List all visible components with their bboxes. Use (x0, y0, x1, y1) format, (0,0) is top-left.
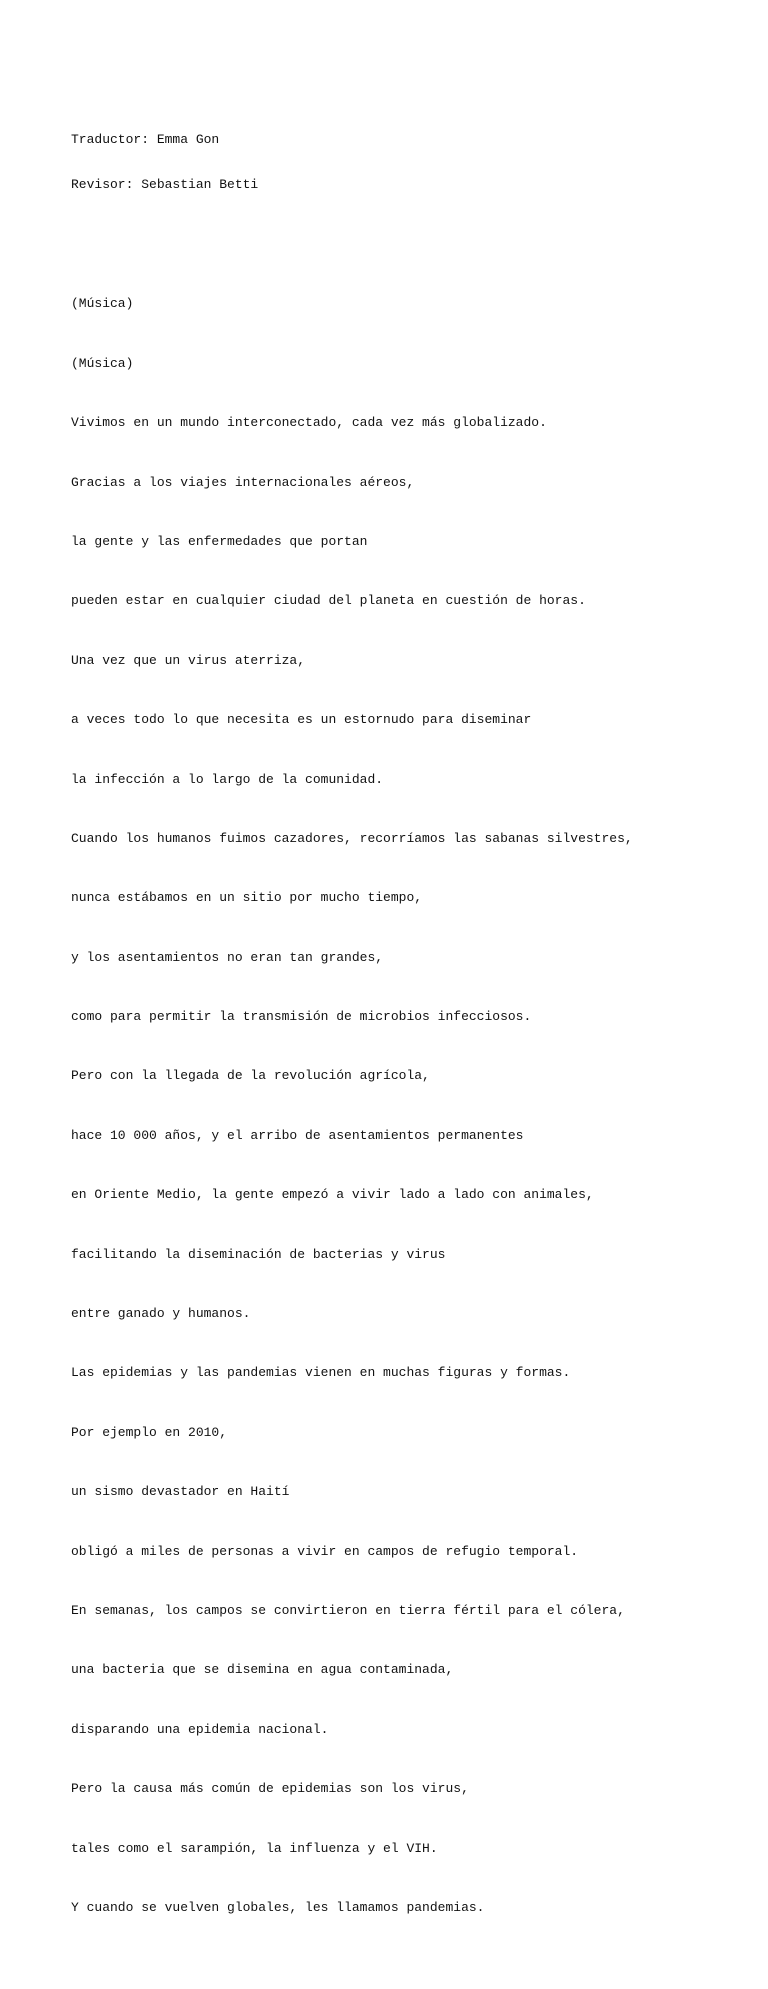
transcript-line: un sismo devastador en Haití (71, 1484, 290, 1500)
transcript-lines (71, 266, 731, 1959)
transcript-line: facilitando la diseminación de bacterias y virus (71, 1246, 446, 1262)
transcript-line: (Música) (71, 296, 134, 312)
transcript-line: Por ejemplo en 2010, (71, 1424, 228, 1440)
transcript-line: en Oriente Medio, la gente empezó a vivir lado a lado con animales, (71, 1187, 594, 1203)
transcript-line: hace 10 000 años, y el arribo de asentamientos permanentes (71, 1127, 524, 1143)
transcript-line: como para permitir la transmisión de microbios infecciosos. (71, 1009, 532, 1025)
transcript-body (71, 72, 731, 1989)
transcript-line: tales como el sarampión, la influenza y el VIH. (71, 1840, 438, 1856)
transcript-line: entre ganado y humanos. (71, 1306, 251, 1322)
transcript-line: Cuando los humanos fuimos cazadores, recorríamos las sabanas silvestres, (71, 830, 633, 846)
transcript-line: pueden estar en cualquier ciudad del planeta en cuestión de horas. (71, 593, 586, 609)
transcript-line: a veces todo lo que necesita es un estornudo para diseminar (71, 712, 532, 728)
transcript-line: En semanas, los campos se convirtieron en tierra fértil para el cólera, (71, 1602, 625, 1618)
transcript-line: (Música) (71, 355, 134, 371)
transcript-line: nunca estábamos en un sitio por mucho tiempo, (71, 890, 423, 906)
transcript-line: Una vez que un virus aterriza, (71, 652, 306, 668)
translator-credit: Traductor: Emma Gon (71, 132, 220, 147)
transcript-line: Gracias a los viajes internacionales aéreos, (71, 474, 415, 490)
transcript-line: la gente y las enfermedades que portan (71, 533, 368, 549)
transcript-line: obligó a miles de personas a vivir en campos de refugio temporal. (71, 1543, 579, 1559)
transcript-line: Pero con la llegada de la revolución agrícola, (71, 1068, 430, 1084)
transcript-line: y los asentamientos no eran tan grandes, (71, 949, 384, 965)
credits-block (71, 102, 731, 222)
transcript-line: Y cuando se vuelven globales, les llamamos pandemias. (71, 1899, 485, 1915)
transcript-line: una bacteria que se disemina en agua contaminada, (71, 1662, 454, 1678)
transcript-line: Las epidemias y las pandemias vienen en muchas figuras y formas. (71, 1365, 571, 1381)
transcript-line: la infección a lo largo de la comunidad. (71, 771, 384, 787)
transcript-line: Vivimos en un mundo interconectado, cada vez más globalizado. (71, 415, 547, 431)
transcript-line: Pero la causa más común de epidemias son los virus, (71, 1781, 469, 1797)
transcript-line: disparando una epidemia nacional. (71, 1721, 329, 1737)
reviewer-credit: Revisor: Sebastian Betti (71, 177, 259, 192)
